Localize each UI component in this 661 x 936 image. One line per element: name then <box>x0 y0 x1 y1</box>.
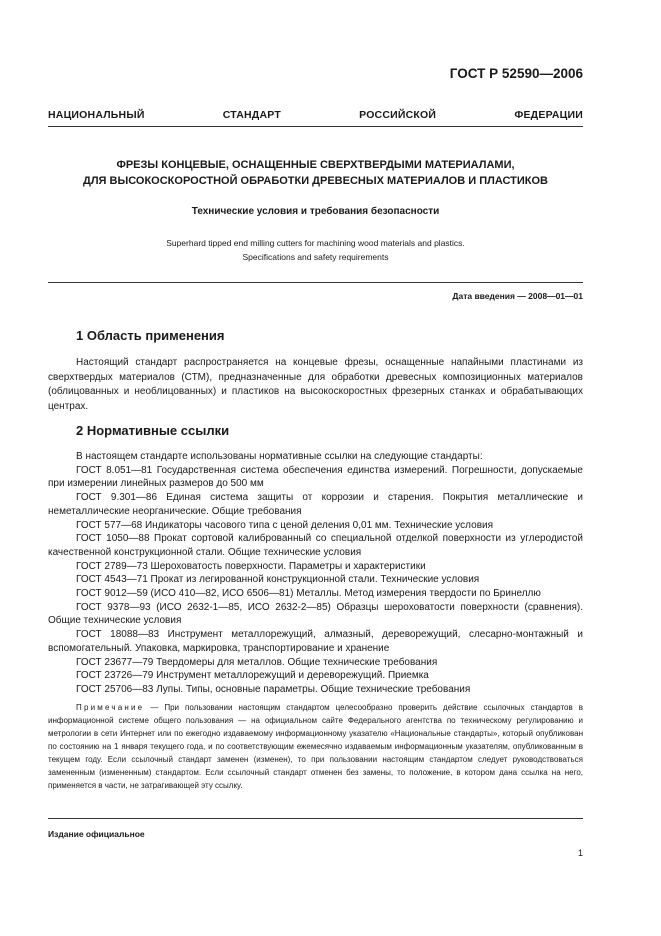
references-intro: В настоящем стандарте использованы нормативные ссылки на следующие стандарты: <box>76 451 483 462</box>
note-paragraph <box>48 701 583 792</box>
english-title-line-1: Superhard tipped end milling cutters for machining wood materials and plastics. <box>166 238 465 248</box>
references-note <box>48 701 583 792</box>
english-title <box>48 236 583 264</box>
document-title <box>48 157 583 189</box>
section-2-heading: 2 Нормативные ссылки <box>76 423 230 438</box>
introduction-date: Дата введения — 2008—01—01 <box>452 291 583 301</box>
reference-item: ГОСТ 9.301—86 Единая система защиты от коррозии и старения. Покрытия металлические и неметаллические неорганические. Общие требования <box>48 492 583 517</box>
reference-item: ГОСТ 23726—79 Инструмент металлорежущий и дереворежущий. Приемка <box>76 670 429 682</box>
document-code: ГОСТ Р 52590—2006 <box>449 66 583 81</box>
document-subtitle: Технические условия и требования безопасности <box>191 206 440 217</box>
section-1-heading: 1 Область применения <box>76 328 225 343</box>
english-title-line-2: Specifications and safety requirements <box>242 252 389 262</box>
title-line-1: ФРЕЗЫ КОНЦЕВЫЕ, ОСНАЩЕННЫЕ СВЕРХТВЕРДЫМИ МАТЕРИАЛАМИ, <box>116 159 515 171</box>
reference-item: ГОСТ 4543—71 Прокат из легированной конструкционной стали. Технические условия <box>76 574 480 586</box>
official-edition-label: Издание официальное <box>48 829 145 839</box>
section-1-paragraph: Настоящий стандарт распространяется на концевые фрезы, оснащенные напайными пластинами из сверхтвердых материалов (СТМ), предназначенные для обработки древесных композиционных материалов (облицованных и необлицованных) и пластиков на высокоскоростных фрезерных станках и обрабатывающих центрах. <box>48 357 583 412</box>
reference-item: ГОСТ 9012—59 (ИСО 410—82, ИСО 6506—81) Металлы. Метод измерения твердости по Бринеллю <box>76 588 541 600</box>
section-1-text <box>48 356 583 414</box>
title-line-2: ДЛЯ ВЫСОКОСКОРОСТНОЙ ОБРАБОТКИ ДРЕВЕСНЫХ МАТЕРИАЛОВ И ПЛАСТИКОВ <box>83 175 548 187</box>
reference-item: ГОСТ 8.051—81 Государственная система обеспечения единства измерений. Погрешности, допускаемые при измерении линейных размеров до 500 мм <box>48 464 583 490</box>
note-text: — При пользовании настоящим стандартом целесообразно проверить действие ссылочных стандартов в информационной системе общего пользования — на официальном сайте Федерального агентства по техническому регулированию и метрологии в сети Интернет или по ежегодно издаваемому информационному указателю «Национальные стандарты», который опубликован по состоянию на 1 января текущего года, и по соответствующим ежемесячно издаваемым информационным указателям, опубликованным в текущем году. Если ссылочный стандарт заменен (изменен), то при пользовании настоящим стандартом следует руководствоваться замененным (измененным) стандартом. Если ссылочный стандарт отменен без замены, то положение, в котором дана ссылка на него, применяется в части, не затрагивающей эту ссылку. <box>48 703 583 790</box>
note-label: Примечание <box>76 703 145 712</box>
footer-rule <box>48 818 583 819</box>
reference-item: ГОСТ 9378—93 (ИСО 2632-1—85, ИСО 2632-2—85) Образцы шероховатости поверхности (сравнения). Общие технические условия <box>48 601 583 627</box>
reference-item: ГОСТ 577—68 Индикаторы часового типа с ценой деления 0,01 мм. Технические условия <box>76 519 494 531</box>
page-number: 1 <box>577 848 583 858</box>
header-rule <box>48 126 583 127</box>
reference-item: ГОСТ 18088—83 Инструмент металлорежущий, алмазный, дереворежущий, слесарно-монтажный и вспомогательный. Упаковка, маркировка, транспортирование и хранение <box>48 629 583 654</box>
reference-item: ГОСТ 1050—88 Прокат сортовой калиброванный со специальной отделкой поверхности из углеродистой качественной конструкционной стали. Общие технические условия <box>48 533 583 558</box>
reference-item: ГОСТ 2789—73 Шероховатость поверхности. Параметры и характеристики <box>76 560 426 572</box>
reference-item: ГОСТ 23677—79 Твердомеры для металлов. Общие технические требования <box>76 656 438 668</box>
normative-references <box>48 450 583 697</box>
reference-item: ГОСТ 25706—83 Лупы. Типы, основные параметры. Общие технические требования <box>76 683 471 695</box>
date-rule <box>48 282 583 283</box>
national-standard-banner: НАЦИОНАЛЬНЫЙ СТАНДАРТ РОССИЙСКОЙ ФЕДЕРАЦИИ <box>48 109 583 121</box>
